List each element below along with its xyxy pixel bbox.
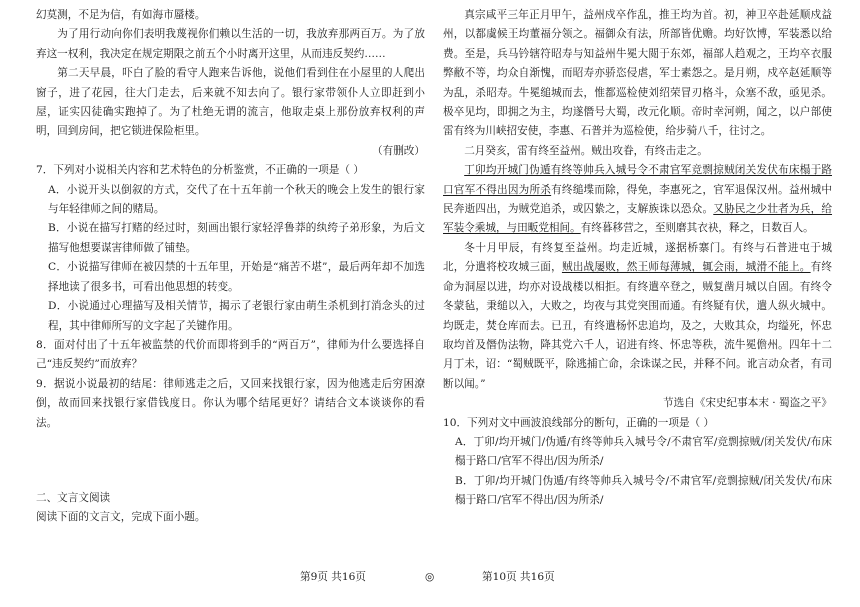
classical-text-paragraph-2: 二月癸亥，雷有终至益州。贼出攻眷，有终击走之。 xyxy=(464,144,708,157)
left-paragraph: 为了用行动向你们表明我蔑视你们赖以生活的一切，我放弃那两百万。为了放弃这一权利，我决定在规定期限之前五个小时离开这里，从而违反契约…… xyxy=(36,28,425,60)
left-paragraph: A．小说开头以倒叙的方式，交代了在十五年前一个秋天的晚会上发生的银行家与年轻律师之间的赌局。 xyxy=(48,183,425,216)
classical-text-paragraph-3: 丁卯均开城门伪遁有终等帅兵入城号令不肃官军竞剽掠贼闭关发伏布床榻于路口官军不得出因为所杀有终缒堞而除，得免，李惠死之，官军退保汉州。益州城中民奔逝四出，为贼党追杀，或囚絷之，支解族诛以恐众。又胁民之少壮者为兵，给军装令乘城，与田畈党相间。有终暮移营之，至则磨其衣袂，释之，日数百人。 xyxy=(443,164,833,235)
question-10: 10．下列对文中画波浪线部分的断句，正确的一项是（ ） xyxy=(443,416,715,429)
left-paragraph: B．小说在描写打赌的经过时，刻画出银行家轻浮鲁莽的纨绔子弟形象，为后文描写他想要谋害律师做了铺垫。 xyxy=(48,222,425,254)
question-10-option-b: B．丁卯/均开城门伪遁/有终等帅兵入城号令/不肃官军/竞剽掠贼/闭关发伏/布床榻于路口/官军不得出/因为所杀/ xyxy=(455,474,832,507)
left-paragraph: 8．面对付出了十五年被监禁的代价而即将到手的“两百万”，律师为什么要选择自己“违反契约”而放弃？ xyxy=(36,338,425,371)
source-citation: 节选自《宋史纪事本末 · 蜀盗之平》 xyxy=(662,397,832,410)
wavy-underlined-passage: 丁卯均开城门伪遁有终等帅兵入城号令不肃官军竞剽掠贼闭关发伏布床榻于路口官军不得出因为所杀 xyxy=(443,164,832,196)
underlined-sentence-1: 又胁民之少壮者为兵，给军装令乘城，与田畈党相间。 xyxy=(443,203,833,235)
section-intro: 阅读下面的文言文，完成下面小题。 xyxy=(36,511,206,524)
left-paragraph: D．小说通过心理描写及相关情节，揭示了老银行家由萌生杀机到打消念头的过程，其中律师所写的文字起了关键作用。 xyxy=(48,300,425,332)
left-paragraph: （有删改） xyxy=(372,144,425,157)
classical-text-paragraph-1: 真宗咸平三年正月甲午，益州戍卒作乱，推王均为首。初，神卫卒赴延顺戍益州，以都虞候王均董福分领之。福御众有法，所部皆优赡。均好饮博，军装悉以给费。至是，兵马钤辖符昭寿与知益州牛冕大閲于东郊，福部人趋观之，王均卒衣服弊敝不等，均众自渐愧，而昭寿亦骄恣侵虐，军士素怨之。是月朔，戍卒赵延顺等为乱，杀昭寿。牛冕缒城而去，惟都巡检使刘绍荣冒刃格斗，众塞不敌，亟见杀。极卒见均，即拥之为主，均遂僭号大蜀，改元化顺。帝时幸河朔，闻之，以户部使雷有终为川峡招安使，李惠、石普并为巡检使，给步骑八千，往讨之。 xyxy=(443,9,832,138)
question-10-option-a: A．丁卯/均开城门/伪遁/有终等帅兵入城号令/不肃官军/竞剽掠贼/闭关发伏/布床榻于路口/官军不得出/因为所杀/ xyxy=(455,435,832,468)
left-paragraph: 第二天早晨，吓白了脸的看守人跑来告诉他，说他们看到住在小屋里的人爬出窗子，进了花园，往大门走去，后来就不知去向了。银行家带领仆人立即赶到小屋，证实囚徒确实跑掉了。为了杜绝无谓的流言，他取走桌上那份放弃权利的声明，回到房间，把它锁进保险柜里。 xyxy=(36,67,425,138)
binding-mark-icon: ◎ xyxy=(425,571,435,583)
right-page-column xyxy=(443,6,832,511)
left-page-column xyxy=(36,6,425,528)
left-page-number: 第9页 共16页 xyxy=(300,571,366,583)
underlined-sentence-2: 贼出战屡败，然王师每薄城，辄会雨，城滑不能上。 xyxy=(561,261,811,274)
left-paragraph: 9．据说小说最初的结尾：律师逃走之后，又回来找银行家，因为他逃走后穷困潦倒，故而回来找银行家借钱度日。你认为哪个结尾更好？请结合文本谈谈你的看法。 xyxy=(36,377,425,429)
section-title-classical-chinese: 二、文言文阅读 xyxy=(36,491,111,504)
left-paragraph: 幻莫测，不足为信，有如海市蜃楼。 xyxy=(36,9,206,21)
left-paragraphs xyxy=(36,6,425,433)
left-paragraph: C．小说描写律师在被囚禁的十五年里，开始是“痛苦不堪”，最后两年却不加选择地读了很多书，可看出他思想的转变。 xyxy=(48,261,425,293)
left-paragraph: 7．下列对小说相关内容和艺术特色的分析鉴赏，不正确的一项是（ ） xyxy=(36,164,364,177)
right-page-number: 第10页 共16页 xyxy=(482,571,555,583)
classical-text-paragraph-4: 冬十月甲辰，有终复至益州。均走近城，遂据桥寨门。有终与石普进屯于城北，分遣将校攻城三面，贼出战屡败，然王师每薄城，辄会雨，城滑不能上。有终命为洞屋以进，均亦对设战楼以相拒。有终遣卒登之，贼复凿月城以自固。有终令冬蒙毡，秉缒以入，大败之，均夜与其党突围而通。有终疑有伏，遣人纵火城中。均既走，焚仓库而去。已丑，有终遣杨怀忠追均，及之，大败其众，均缢死，怀忠取均首及僭伪法物，降其党六千人，诏进有终、怀忠等秩，流牛冕儋州。四年十二月丁未，诏：“蜀贼既平，除逃捕亡命，余诛谋之民，并释不问。讹言动众者，有司断以闻。” xyxy=(443,241,833,390)
